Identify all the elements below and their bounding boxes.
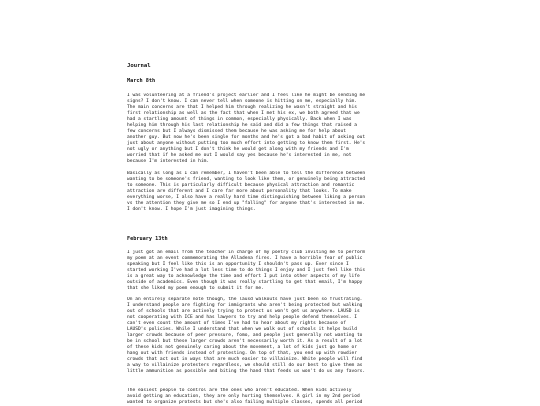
entry-paragraph: I was volunteering at a friend's project earlier and I feel like he might be sending me signs? I don't know. I can never tell when someone is hitting on me, especially him. The main concerns are that I helped him through realizing he wasn't straight and his first relationship as well as the fact that when I met his ex, we both agreed that we had a startling amount of things in common, especially physically. Back when I was helping him through his last relationship he said and did a few things that raised a few concerns but I always dismissed them because he was asking me for help about another guy. But now he's been single for months and he's got a bad habit of asking out just about anyone without putting too much effort into getting to know them first. He's not ugly or anything but I don't think he would get along with my friends and I'm worried that if he asked me out I would say yes because he's interested in me, not because I'm interested in him. bbox=[127, 93, 366, 164]
entry-date-march-8th: March 8th bbox=[127, 78, 156, 84]
entry-paragraph: The easiest people to control are the ones who aren't educated. When kids actively avoid getting an education, they are only hurting themselves. A girl in my 2nd period wanted to organize protests but she's also failing multiple classes, spends all period bbox=[127, 388, 363, 405]
entry-date-february-13th: February 13th bbox=[127, 236, 168, 242]
entry-paragraph: On an entirely separate note though, the lausd walkouts have just been so frustrating. I understand people are fighting for immigrants who aren't being protected but walking out of schools that are actively trying to protect us won't get us anywhere. LAUSD is not cooperating with ICE and has lawyers to try and help people defend themselves. I can't even count the amount of times I've had to hear about my rights because of LAUSD's policies. While I understand that when we walk out of schools it helps build larger crowds because of peer pressure, fomo, and people just generally not wanting to be in school but these larger crowds aren't necessarily worth it. As a result of a lot of these kids not genuinely caring about the movement, a lot of kids just go home or hang out with friends instead of protesting. On top of that, you end up with rowdier crowds that act out in ways that are much easier to villainize. White people will find a way to villainize protesters regardless, we should still do our best to give them as little ammunition as possible and biting the hand that feeds us won't do us any favors. bbox=[127, 297, 366, 374]
page-title: Journal bbox=[127, 63, 151, 69]
entry-paragraph: I just got an email from the teacher in charge of my poetry club inviting me to perform my poem at an event commemorating the Alladena fires. I have a horrible fear of public speaking but I feel like this is an opportunity I shouldn't pass up. Ever since I started working I've had a lot less time to do things I enjoy and I just feel like this is a great way to acknowledge the time and effort I put into other aspects of my life outside of academics. Even though it was really startling to get that email, I'm happy that she liked my poem enough to submit it for me. bbox=[127, 250, 366, 291]
entry-paragraph: Basically as long as I can remember, I haven't been able to tell the difference between wanting to be someone's friend, wanting to look like them, or genuinely being attracted to someone. This is particularly difficult because physical attraction and romantic attraction are different and I care far more about personality that looks. To make everything worse, I also have a really hard time distinguishing between liking a person vs the attention they give me so I end up "falling" for anyone that's interested in me. I don't know. I hope I'm just imagining things. bbox=[127, 171, 366, 212]
